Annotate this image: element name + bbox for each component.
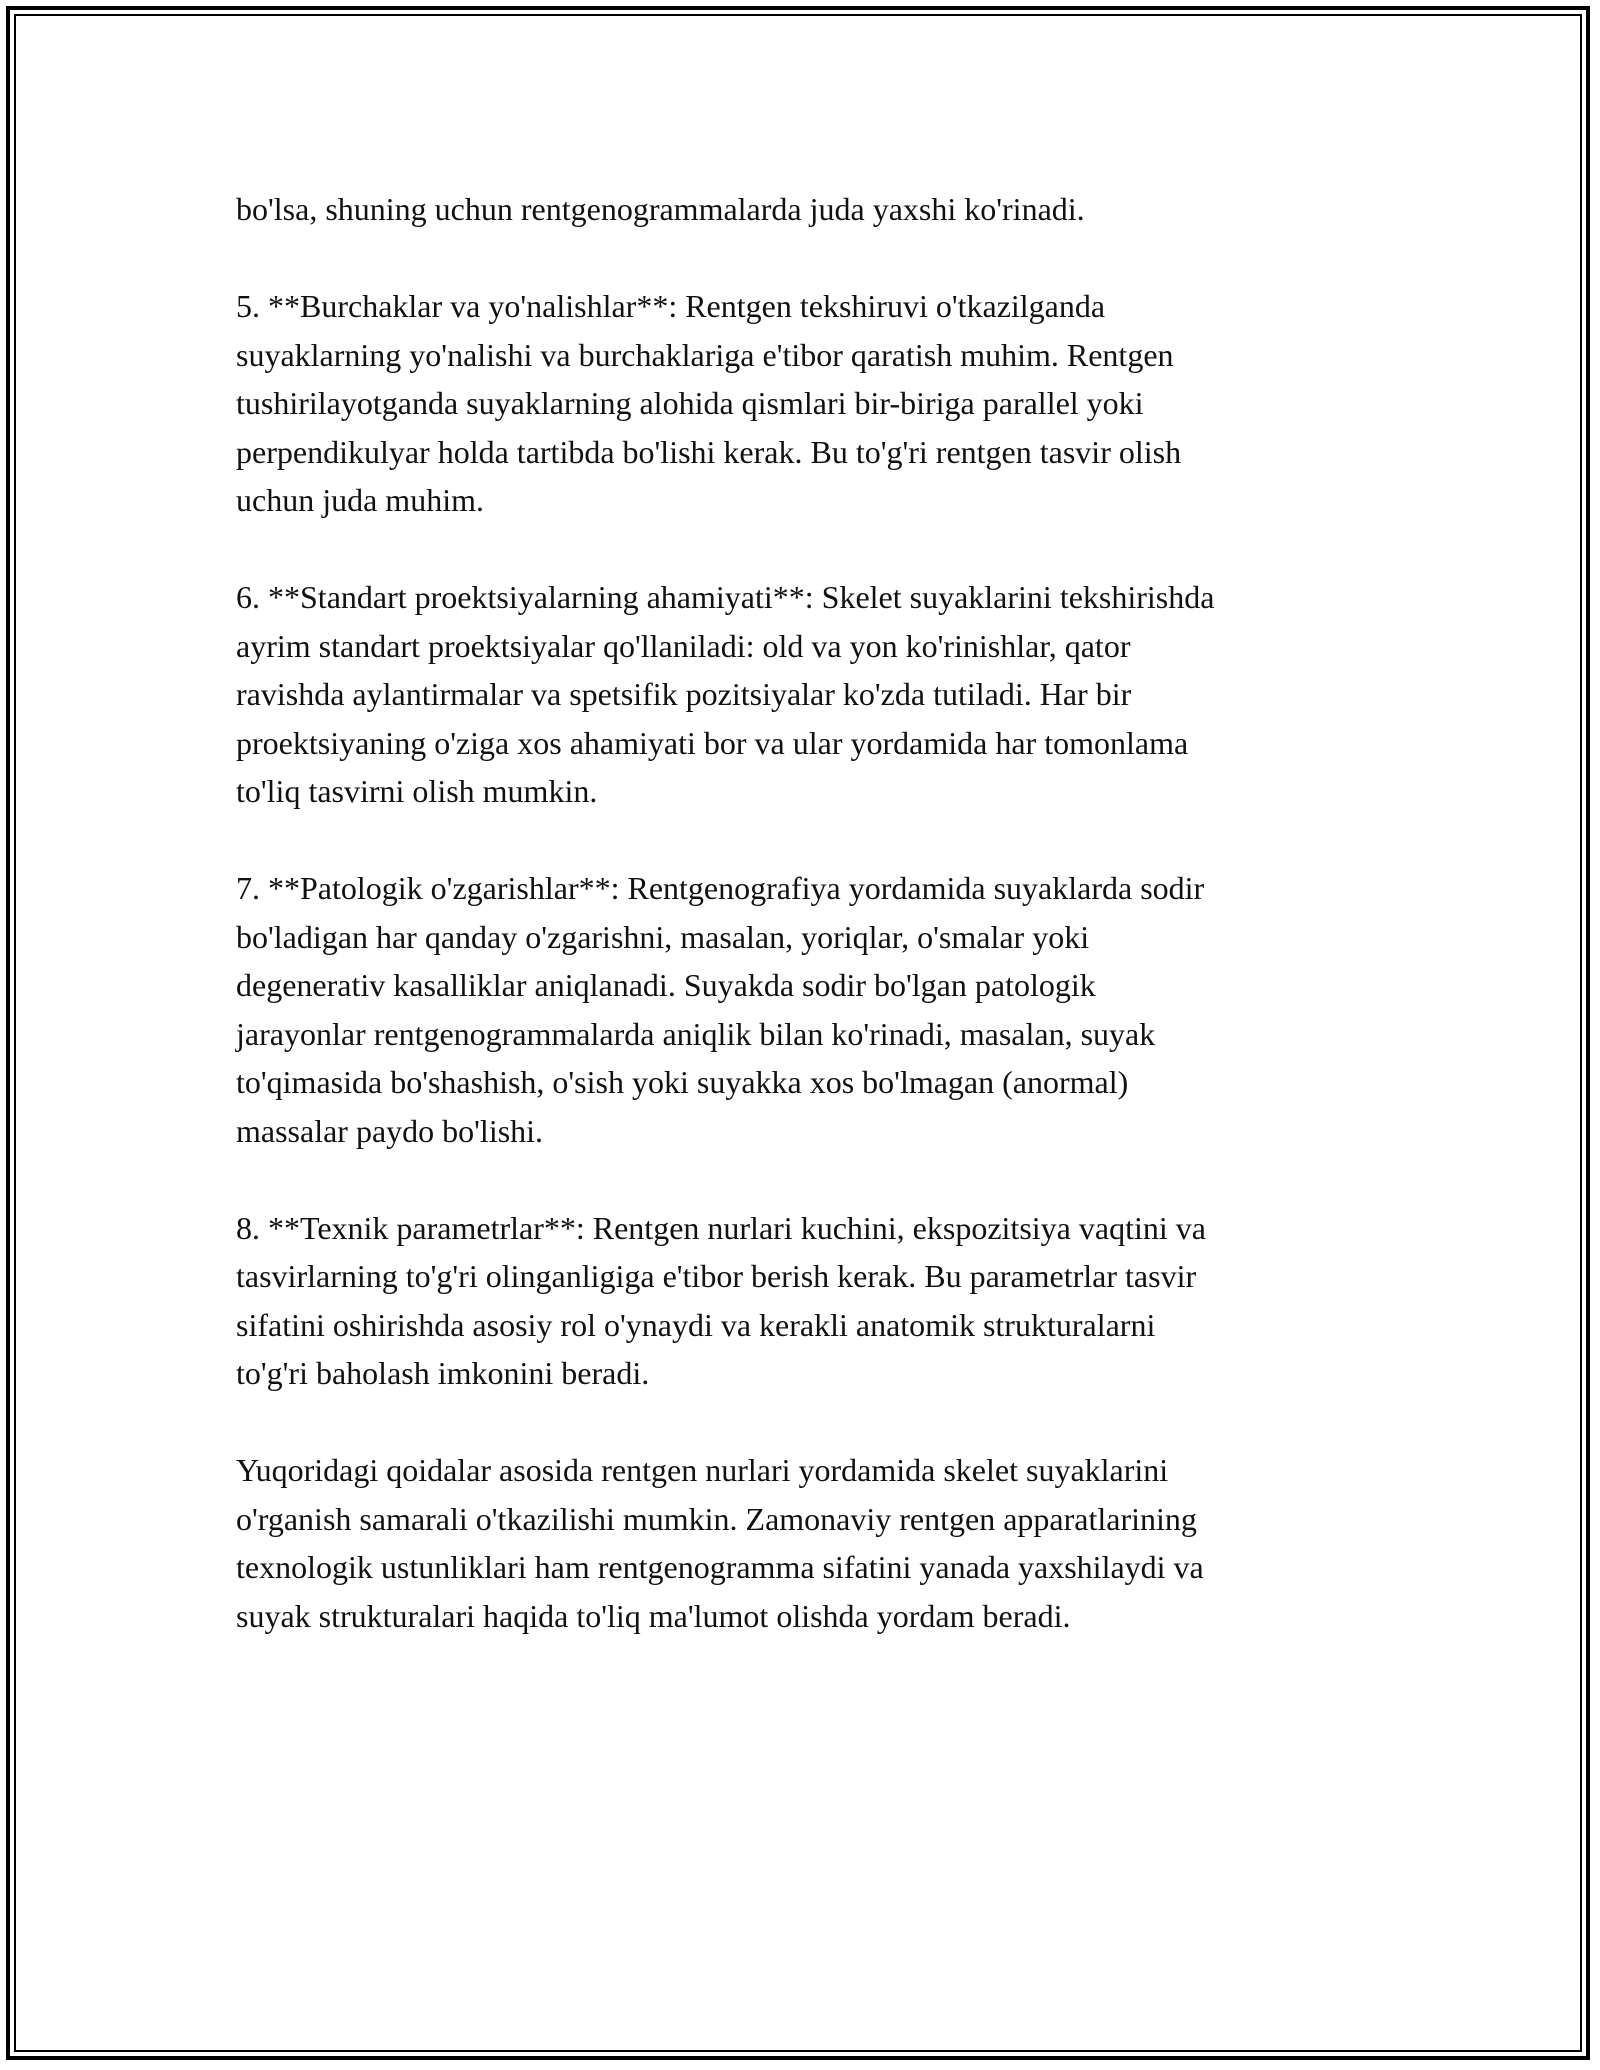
text-line: to'liq tasvirni olish mumkin. <box>236 773 598 809</box>
text-line: jarayonlar rentgenogrammalarda aniqlik bilan ko'rinadi, masalan, suyak <box>236 1015 1156 1052</box>
text-line: 8. **Texnik parametrlar**: Rentgen nurlari kuchini, ekspozitsiya vaqtini va <box>236 1209 1206 1246</box>
text-line: sifatini oshirishda asosiy rol o'ynaydi va kerakli anatomik strukturalarni <box>236 1306 1156 1343</box>
text-line: to'qimasida bo'shashish, o'sish yoki suyakka xos bo'lmagan (anormal) <box>236 1064 1129 1100</box>
text-line: to'g'ri baholash imkonini beradi. <box>236 1355 650 1391</box>
text-line: bo'ladigan har qanday o'zgarishni, masalan, yoriqlar, o'smalar yoki <box>236 918 1090 955</box>
text-line: tushirilayotganda suyaklarning alohida qismlari bir-biriga parallel yoki <box>236 385 1144 421</box>
paragraph-item-6 <box>236 573 1376 816</box>
text-line: 6. **Standart proektsiyalarning ahamiyati**: Skelet suyaklarini tekshirishda <box>236 579 1215 615</box>
paragraph-continuation <box>236 185 1376 234</box>
document-body <box>236 185 1376 1689</box>
text-line: massalar paydo bo'lishi. <box>236 1112 544 1149</box>
text-line: o'rganish samarali o'tkazilishi mumkin. Zamonaviy rentgen apparatlarining <box>236 1500 1197 1537</box>
text-line: texnologik ustunliklari ham rentgenogramma sifatini yanada yaxshilaydi va <box>236 1549 1204 1585</box>
text-line: degenerativ kasalliklar aniqlanadi. Suyakda sodir bo'lgan patologik <box>236 967 1096 1003</box>
paragraph-item-7 <box>236 864 1376 1155</box>
text-line: Yuqoridagi qoidalar asosida rentgen nurlari yordamida skelet suyaklarini <box>236 1452 1169 1488</box>
text-line: ayrim standart proektsiyalar qo'llaniladi: old va yon ko'rinishlar, qator <box>236 627 1131 664</box>
paragraph-conclusion <box>236 1446 1376 1640</box>
text-line: ravishda aylantirmalar va spetsifik pozitsiyalar ko'zda tutiladi. Har bir <box>236 676 1132 712</box>
text-line: proektsiyaning o'ziga xos ahamiyati bor va ular yordamida har tomonlama <box>236 724 1189 761</box>
text-line: 7. **Patologik o'zgarishlar**: Rentgenografiya yordamida suyaklarda sodir <box>236 870 1205 906</box>
text-line: suyak strukturalari haqida to'liq ma'lumot olishda yordam beradi. <box>236 1597 1071 1634</box>
text-line: suyaklarning yo'nalishi va burchaklariga e'tibor qaratish muhim. Rentgen <box>236 336 1174 373</box>
text-line: bo'lsa, shuning uchun rentgenogrammalarda juda yaxshi ko'rinadi. <box>236 191 1085 227</box>
text-line: perpendikulyar holda tartibda bo'lishi kerak. Bu to'g'ri rentgen tasvir olish <box>236 433 1182 470</box>
text-line: tasvirlarning to'g'ri olinganligiga e'tibor berish kerak. Bu parametrlar tasvir <box>236 1258 1197 1294</box>
paragraph-item-5 <box>236 282 1376 525</box>
text-line: 5. **Burchaklar va yo'nalishlar**: Rentgen tekshiruvi o'tkazilganda <box>236 288 1106 324</box>
text-line: uchun juda muhim. <box>236 482 484 518</box>
paragraph-item-8 <box>236 1204 1376 1398</box>
